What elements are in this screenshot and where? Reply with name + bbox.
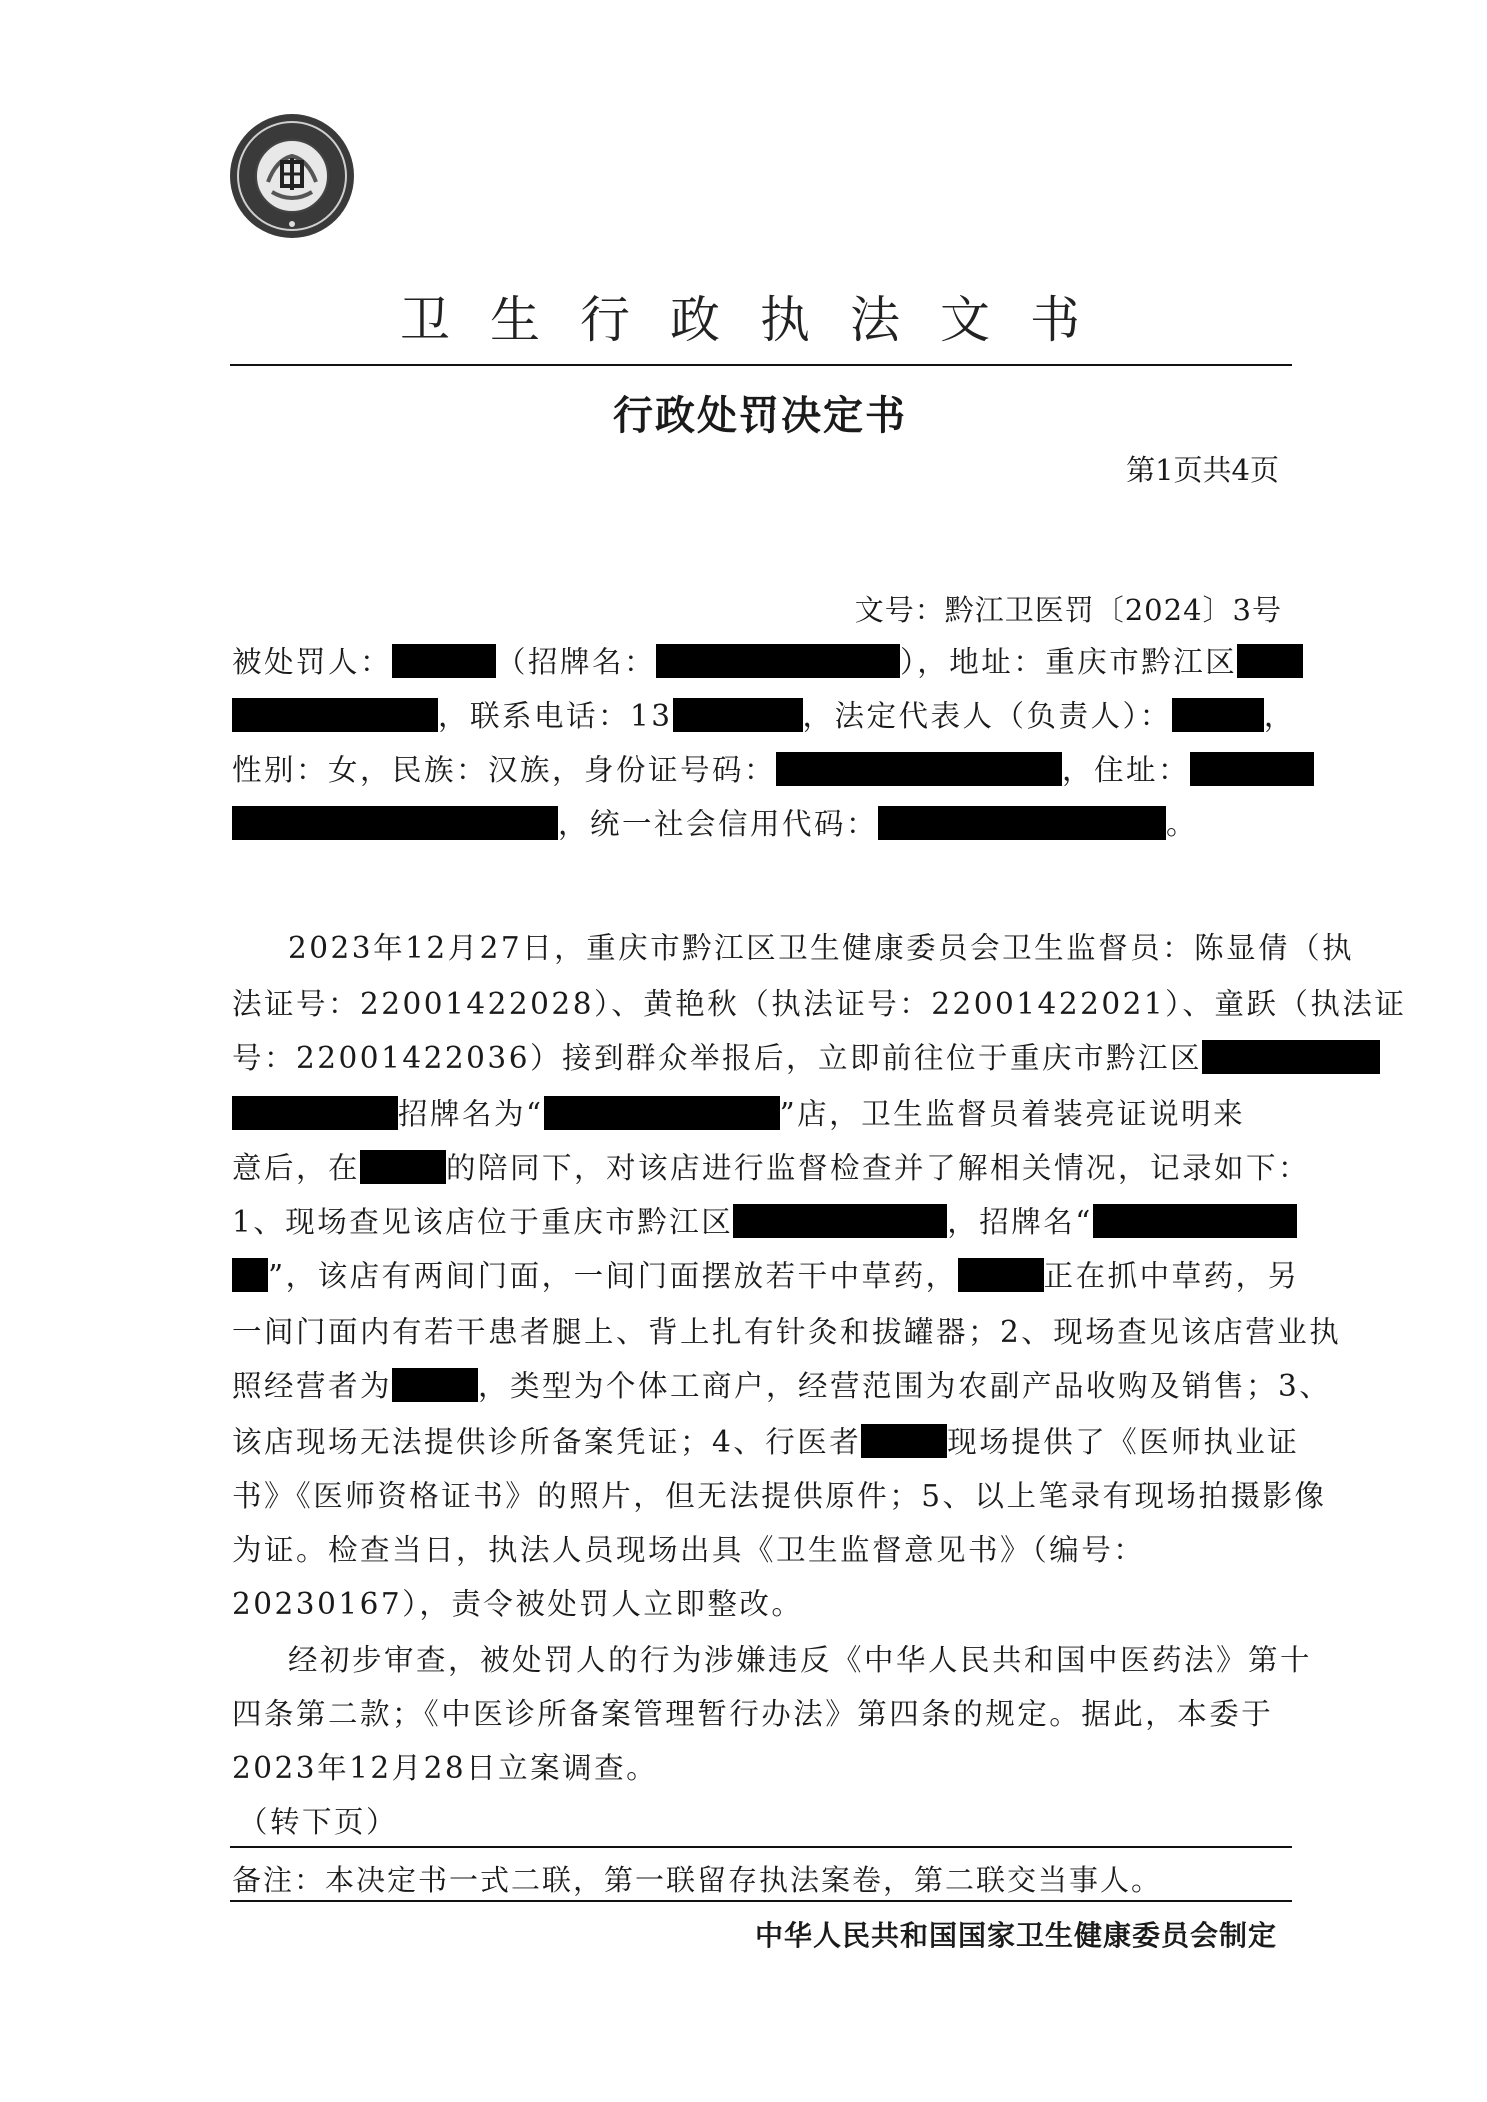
footer-rule-top (230, 1846, 1292, 1848)
document-number: 文号：黔江卫医罚〔2024〕3号 (854, 593, 1282, 627)
redaction (232, 1258, 268, 1292)
body-line: 照经营者为 ，类型为个体工商户，经营范围为农副产品收购及销售；3、 (232, 1369, 1332, 1403)
agency-title: 卫生行政执法文书 (400, 291, 1120, 349)
body-line: 一间门面内有若干患者腿上、背上扎有针灸和拔罐器；2、现场查见该店营业执 (232, 1315, 1342, 1349)
continued-marker: （转下页） (238, 1805, 399, 1839)
redaction (878, 806, 1166, 840)
party-line-3: 性别：女，民族：汉族，身份证号码： ，住址： (232, 750, 1314, 790)
body-line: 招牌名为“ ”店，卫生监督员着装亮证说明来 (232, 1094, 1245, 1134)
body-line: 书》《医师资格证书》的照片，但无法提供原件；5、以上笔录有现场拍摄影像 (232, 1479, 1327, 1513)
redaction (656, 644, 900, 678)
body-line: 四条第二款；《中医诊所备案管理暂行办法》第四条的规定。据此，本委于 (232, 1697, 1274, 1731)
redaction (392, 1368, 478, 1402)
remarks-note: 备注：本决定书一式二联，第一联留存执法案卷，第二联交当事人。 (232, 1863, 1163, 1897)
redaction (1190, 752, 1314, 786)
body-line: 20230167），责令被处罚人立即整改。 (232, 1587, 804, 1621)
document-title: 行政处罚决定书 (613, 393, 907, 439)
body-line: 意后，在 的陪同下，对该店进行监督检查并了解相关情况，记录如下： (232, 1151, 1311, 1185)
redaction (1093, 1204, 1297, 1238)
redaction (232, 1096, 398, 1130)
body-line: 2023年12月27日，重庆市黔江区卫生健康委员会卫生监督员：陈显倩（执 (288, 931, 1355, 965)
party-line-4: ，统一社会信用代码： 。 (232, 804, 1198, 844)
party-line-1: 被处罚人： （招牌名： ），地址：重庆市黔江区 (232, 642, 1303, 682)
redaction (1202, 1040, 1380, 1074)
redaction (1172, 698, 1264, 732)
issuer-line: 中华人民共和国国家卫生健康委员会制定 (754, 1919, 1277, 1952)
redaction (392, 644, 496, 678)
body-line: 经初步审查，被处罚人的行为涉嫌违反《中华人民共和国中医药法》第十 (288, 1643, 1313, 1677)
body-line: 1、现场查见该店位于重庆市黔江区 ，招牌名“ (232, 1202, 1297, 1242)
national-health-emblem (228, 112, 356, 240)
body-line: 2023年12月28日立案调查。 (232, 1751, 659, 1785)
redaction (1237, 644, 1303, 678)
redaction (958, 1258, 1044, 1292)
redaction (673, 698, 803, 732)
body-line: 该店现场无法提供诊所备案凭证；4、行医者 现场提供了《医师执业证 (232, 1425, 1300, 1459)
body-line: 号：22001422036）接到群众举报后，立即前往位于重庆市黔江区 (232, 1038, 1380, 1078)
redaction (776, 752, 1062, 786)
footer-rule-bottom (230, 1900, 1292, 1902)
redaction (861, 1424, 947, 1458)
redaction (232, 698, 438, 732)
page-indicator: 第1页共4页 (1126, 453, 1279, 487)
body-line: 法证号：22001422028）、黄艳秋（执法证号：22001422021）、童跃（执法证 (232, 987, 1407, 1021)
redaction (733, 1204, 947, 1238)
header-rule (230, 364, 1292, 366)
party-line-2: ，联系电话：13 ，法定代表人（负责人）： ， (232, 696, 1296, 736)
redaction (232, 806, 558, 840)
redaction (360, 1150, 446, 1184)
redaction (544, 1096, 780, 1130)
body-line: 为证。检查当日，执法人员现场出具《卫生监督意见书》（编号： (232, 1533, 1146, 1567)
body-line: ”，该店有两间门面，一间门面摆放若干中草药， 正在抓中草药，另 (232, 1256, 1300, 1296)
